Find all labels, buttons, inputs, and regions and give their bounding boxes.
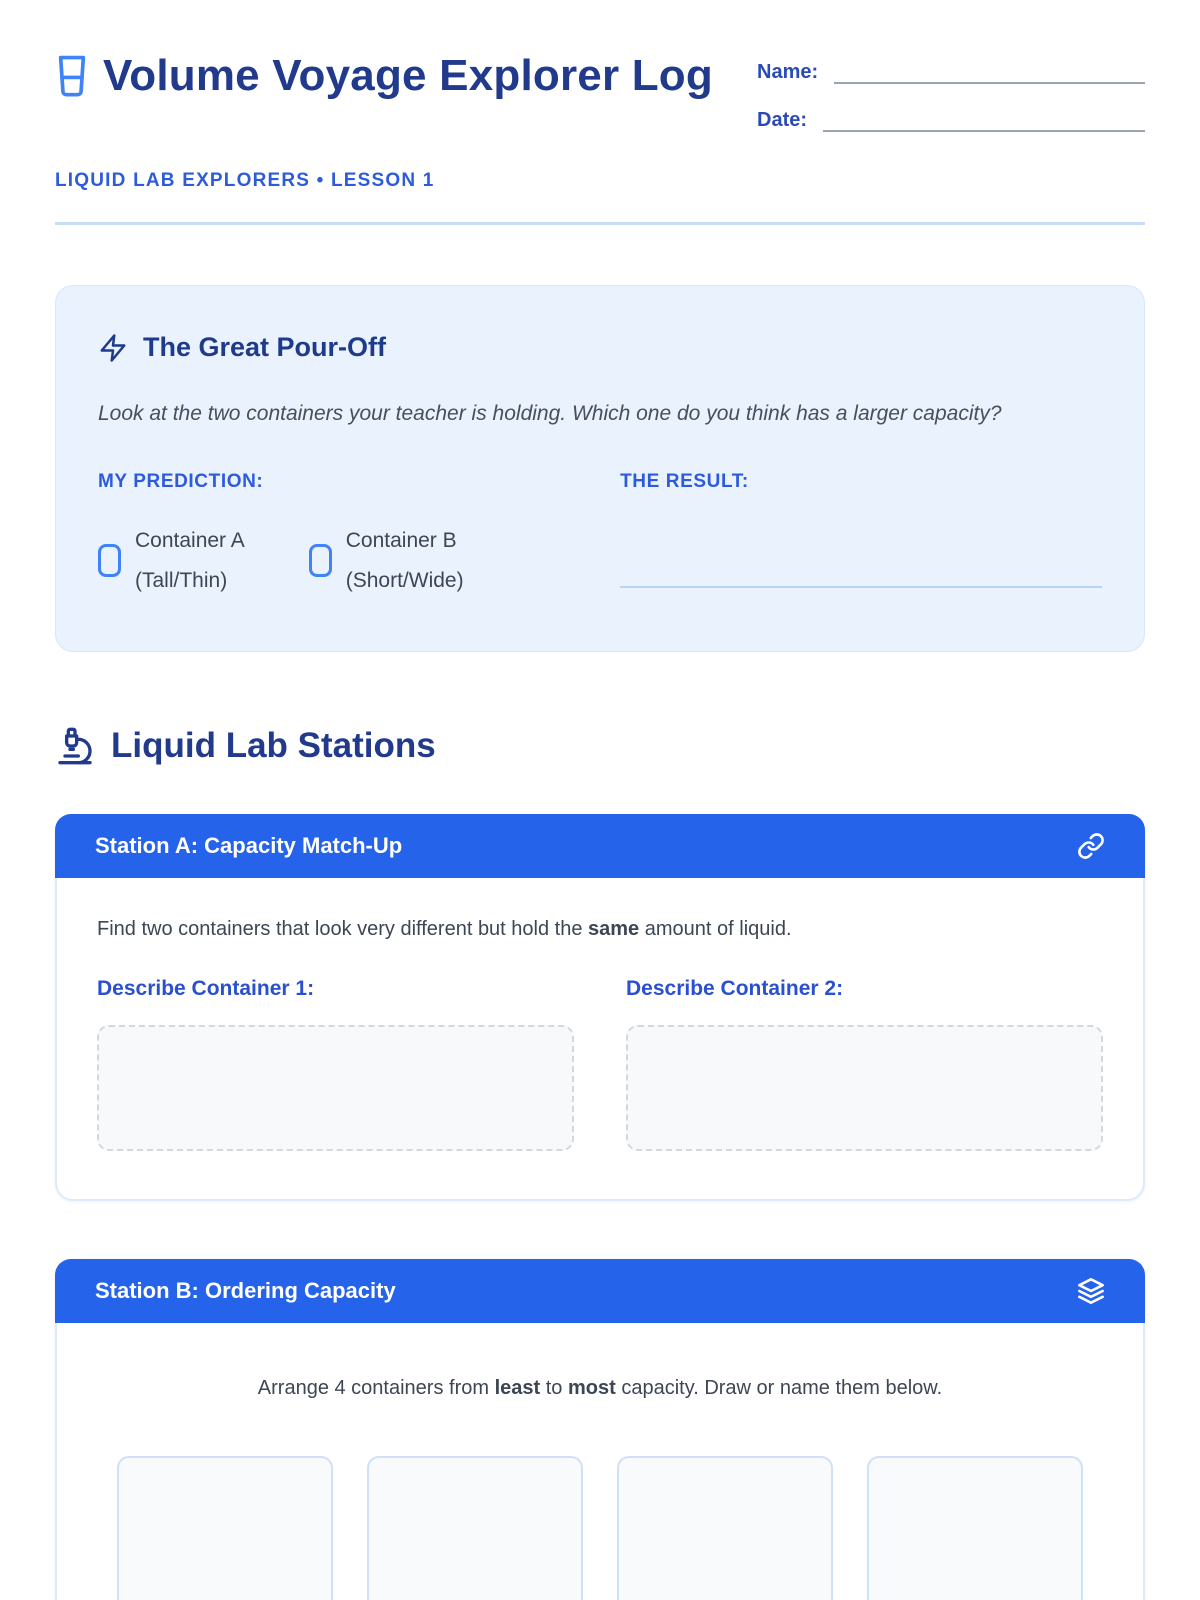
- describe-grid: [97, 977, 1103, 1151]
- container-b-checkbox[interactable]: [309, 544, 332, 577]
- describe-1-block: [97, 977, 574, 1151]
- station-a-card: [55, 814, 1145, 1201]
- container-a-checkbox[interactable]: [98, 544, 121, 577]
- stations-section-heading: [55, 726, 1145, 766]
- page-title: Volume Voyage Explorer Log: [103, 51, 713, 100]
- name-input-line[interactable]: [834, 58, 1145, 84]
- lightning-icon: [98, 333, 128, 363]
- pour-off-prompt: Look at the two containers your teacher is holding. Which one do you think has a larger capacity?: [98, 402, 1002, 425]
- order-box-1[interactable]: [117, 1456, 333, 1600]
- prediction-column: [98, 471, 620, 601]
- station-a-body: [57, 878, 1143, 1199]
- describe-1-drawbox[interactable]: [97, 1025, 574, 1151]
- station-b-header: [55, 1259, 1145, 1323]
- order-boxes-row: [97, 1456, 1103, 1600]
- station-a-header: [55, 814, 1145, 878]
- station-a-instruction: Find two containers that look very different but hold the same amount of liquid.: [97, 917, 792, 940]
- microscope-icon: [55, 726, 95, 766]
- option-container-b: [309, 521, 464, 601]
- cup-icon: [55, 53, 89, 99]
- station-b-instruction: Arrange 4 containers from least to most capacity. Draw or name them below.: [257, 1376, 943, 1399]
- pour-off-heading: [98, 332, 1102, 363]
- container-b-label: Container B (Short/Wide): [345, 529, 464, 592]
- result-input-line[interactable]: [620, 586, 1102, 588]
- order-box-2[interactable]: [367, 1456, 583, 1600]
- link-icon: [1077, 832, 1105, 860]
- station-a-title: Station A: Capacity Match-Up: [95, 832, 403, 858]
- stations-title: Liquid Lab Stations: [111, 725, 436, 765]
- option-container-a: [98, 521, 245, 601]
- prediction-options: [98, 521, 620, 601]
- page-header: [55, 48, 1145, 154]
- layers-icon: [1077, 1277, 1105, 1305]
- title-block: [55, 48, 720, 104]
- result-label: THE RESULT:: [620, 471, 749, 492]
- describe-2-drawbox[interactable]: [626, 1025, 1103, 1151]
- pour-off-card: [55, 285, 1145, 652]
- describe-2-label: Describe Container 2:: [626, 976, 844, 1000]
- describe-2-block: [626, 977, 1103, 1151]
- describe-1-label: Describe Container 1:: [97, 976, 315, 1000]
- order-box-4[interactable]: [867, 1456, 1083, 1600]
- header-divider: [55, 222, 1145, 225]
- pour-off-title: The Great Pour-Off: [143, 332, 387, 362]
- name-label: Name:: [757, 61, 819, 83]
- order-box-3[interactable]: [617, 1456, 833, 1600]
- name-field-row: [757, 58, 1145, 84]
- lesson-subtitle: LIQUID LAB EXPLORERS • LESSON 1: [55, 170, 435, 191]
- container-a-label: Container A (Tall/Thin): [135, 529, 245, 592]
- name-date-fields: [757, 48, 1145, 154]
- date-label: Date:: [757, 109, 808, 131]
- pour-off-columns: [98, 471, 1102, 601]
- result-column: [620, 471, 1102, 601]
- date-input-line[interactable]: [823, 106, 1145, 132]
- date-field-row: [757, 106, 1145, 132]
- station-b-title: Station B: Ordering Capacity: [95, 1277, 396, 1303]
- station-b-card: [55, 1259, 1145, 1600]
- station-b-body: [57, 1323, 1143, 1600]
- prediction-label: MY PREDICTION:: [98, 471, 264, 492]
